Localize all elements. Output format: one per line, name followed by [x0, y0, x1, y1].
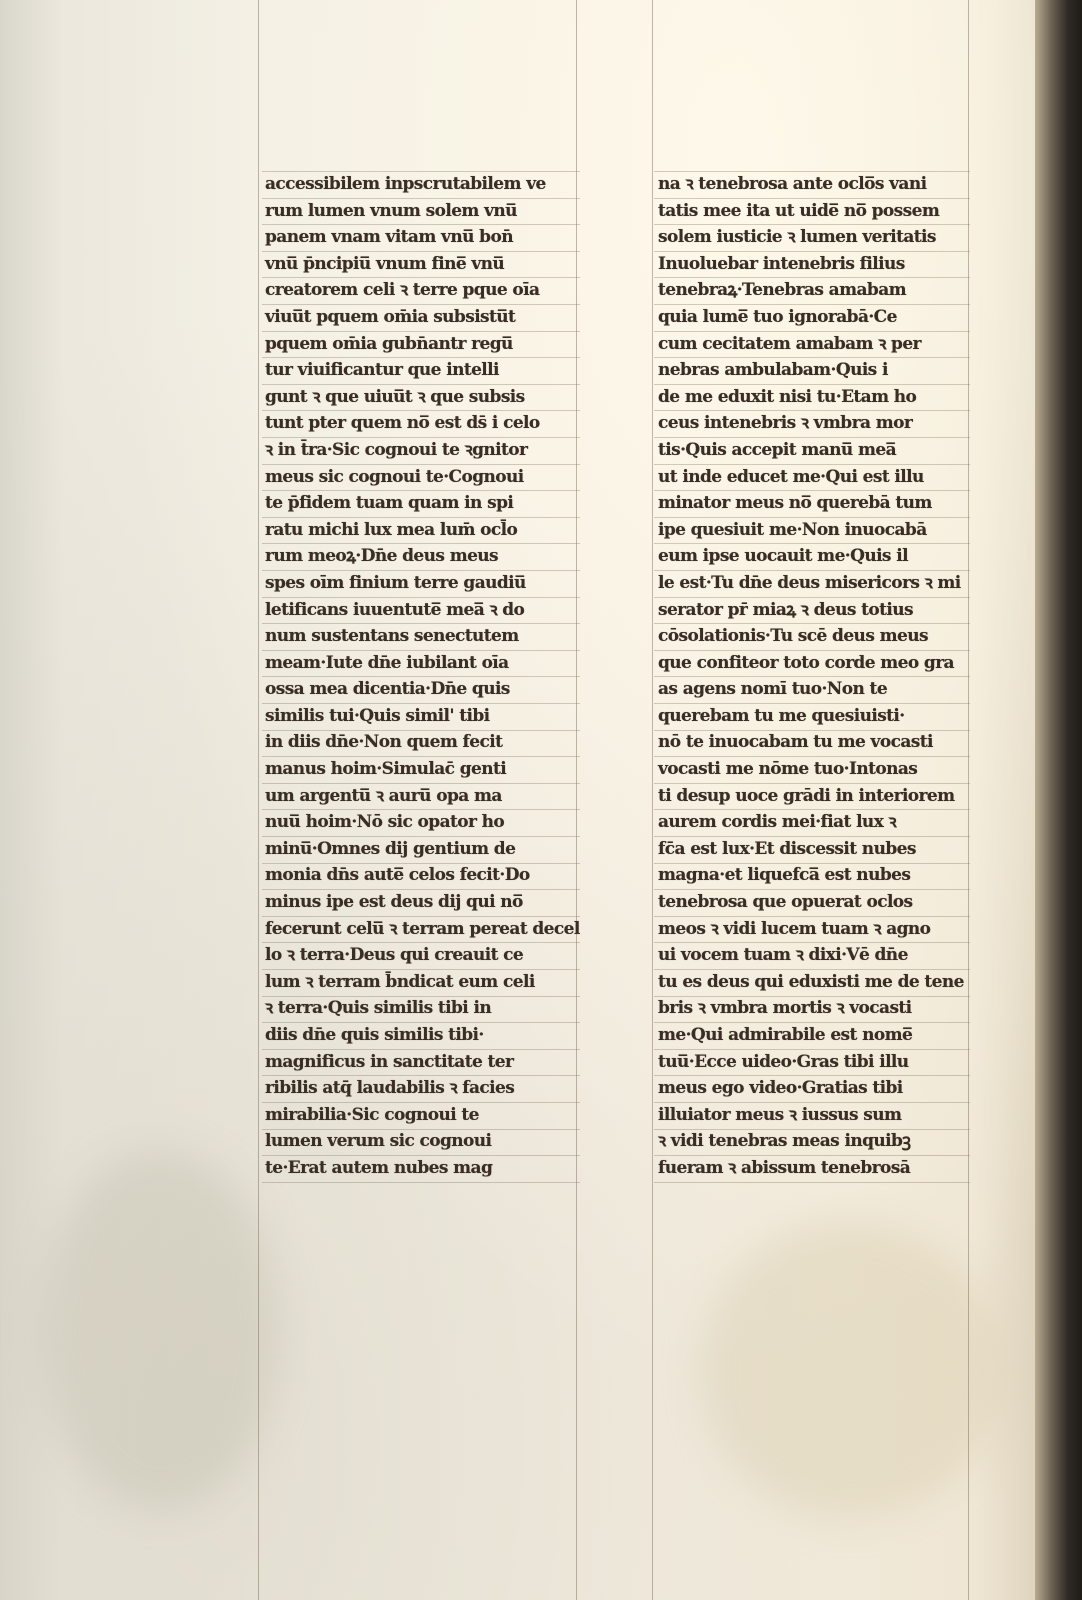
text-line: accessibilem inpscrutabilem ve — [265, 174, 546, 194]
text-line: bris ꝛ vmbra mortis ꝛ vocasti — [658, 998, 912, 1019]
text-line: ipe quesiuit me·Non inuocabā — [658, 519, 927, 540]
text-line: ceus intenebris ꝛ vmbra mor — [658, 413, 913, 434]
text-line: panem vnam vitam vnu̅ bon̄ — [265, 227, 513, 248]
text-line: Inuoluebar intenebris filius — [658, 253, 905, 274]
text-line: ratu michi lux mea lum̄ ocl̄o — [265, 519, 518, 540]
text-line: rum lumen vnum solem vnu̅ — [265, 200, 517, 221]
text-line: minus ipe est deus dij qui no̅ — [265, 892, 523, 913]
parchment-stain — [700, 1220, 1000, 1520]
text-line: manus hoim·Simulac̄ genti — [265, 759, 507, 780]
text-line: tatis mee ita ut uide̅ no̅ possem — [658, 200, 940, 221]
ruling-line-vertical — [258, 0, 259, 1600]
text-line: fueram ꝛ abissum tenebrosā — [658, 1157, 911, 1178]
text-line: solem iusticie ꝛ lumen veritatis — [658, 227, 936, 248]
text-line: serator pr̄ miaꝝ ꝛ deus totius — [658, 599, 913, 620]
text-line: gunt ꝛ que uiuu̅t ꝛ que subsis — [265, 386, 525, 407]
text-line: rum meoꝝ·Dn̄e deus meus — [265, 546, 499, 567]
text-line: fecerunt celu̅ ꝛ terram pereat decel — [265, 918, 580, 939]
text-line: letificans iuuentute̅ mea̅ ꝛ do — [265, 599, 525, 620]
text-line: tunt pter quem no̅ est ds̄ i celo — [265, 413, 540, 434]
text-line: vocasti me nōme tuo·Intonas — [658, 759, 918, 780]
text-line: lum ꝛ terram b̄ndicat eum celi — [265, 971, 535, 992]
text-line: as agens nomī tuo·Non te — [658, 679, 888, 700]
text-line: tis·Quis accepit manu̅ mea̅ — [658, 439, 897, 460]
text-line: que confiteor toto corde meo gra — [658, 652, 954, 673]
text-line: viuu̅t pquem om̄ia subsistu̅t — [265, 306, 516, 327]
text-line: le est·Tu dn̄e deus misericors ꝛ mi — [658, 572, 961, 593]
ruling-line-horizontal — [654, 1182, 970, 1183]
text-line: quia lume̅ tuo ignorabā·Ce — [658, 306, 897, 327]
ruling-line-horizontal — [262, 1182, 580, 1183]
text-line: minu̅·Omnes dij gentium de — [265, 838, 516, 859]
text-line: cōsolationis·Tu scē deus meus — [658, 626, 928, 647]
text-line: na ꝛ tenebrosa ante oclo̅s vani — [658, 174, 927, 194]
text-line: cum cecitatem amabam ꝛ per — [658, 333, 921, 354]
text-line: spes oīm finium terre gaudiu̅ — [265, 572, 526, 593]
text-line: vnu̅ p̄ncipiu̅ vnum fine̅ vnu̅ — [265, 253, 505, 274]
text-line: illuiator meus ꝛ iussus sum — [658, 1104, 902, 1125]
parchment-stain — [40, 1150, 280, 1510]
text-line: in diis dn̄e·Non quem fecit — [265, 732, 503, 753]
text-line: ꝛ vidi tenebras meas inquibꝫ — [658, 1131, 911, 1152]
text-line: meos ꝛ vidi lucem tuam ꝛ agno — [658, 918, 931, 939]
text-line: mirabilia·Sic cognoui te — [265, 1104, 479, 1125]
text-line: magna·et liquefca̅ est nubes — [658, 865, 911, 886]
text-line: de me eduxit nisi tu·Etam ho — [658, 386, 917, 407]
ruling-line-vertical — [652, 0, 653, 1600]
text-line: nuu̅ hoim·Nō sic opator ho — [265, 812, 505, 833]
text-line: tenebraꝝ·Tenebras amabam — [658, 280, 906, 301]
text-line: eum ipse uocauit me·Quis il — [658, 546, 908, 567]
text-line: aurem cordis mei·fiat lux ꝛ — [658, 812, 897, 833]
text-line: nō te inuocabam tu me vocasti — [658, 732, 933, 753]
text-line: me·Qui admirabile est nome̅ — [658, 1025, 913, 1045]
text-line: fc̄a est lux·Et discessit nubes — [658, 838, 916, 859]
text-line: ui vocem tuam ꝛ dixi·Vē dn̄e — [658, 945, 908, 966]
text-column-left — [265, 171, 597, 1182]
text-line: te p̄fidem tuam quam in spi — [265, 493, 514, 514]
text-line: ꝛ terra·Quis similis tibi in — [265, 998, 492, 1019]
text-line: creatorem celi ꝛ terre pque oīa — [265, 280, 540, 301]
text-line: num sustentans senectutem — [265, 626, 519, 647]
text-line: pquem om̄ia gubn̄antr regu̅ — [265, 333, 513, 354]
text-line: um argentu̅ ꝛ auru̅ opa ma — [265, 785, 502, 806]
text-line: ribilis atq̄ laudabilis ꝛ facies — [265, 1078, 515, 1099]
text-line: meam·Iute dn̄e iubilant oīa — [265, 652, 509, 673]
text-line: te·Erat autem nubes mag — [265, 1157, 493, 1178]
text-line: ti desup uoce grādi in interiorem — [658, 785, 955, 806]
text-line: tur viuificantur que intelli — [265, 360, 499, 381]
text-line: ut inde educet me·Qui est illu — [658, 466, 924, 487]
text-line: ꝛ in t̄ra·Sic cognoui te ꝛgnitor — [265, 439, 528, 460]
text-line: similis tui·Quis simil' tibi — [265, 705, 490, 726]
text-line: diis dn̄e quis similis tibi· — [265, 1025, 484, 1045]
text-line: querebam tu me quesiuisti· — [658, 705, 905, 726]
text-line: meus sic cognoui te·Cognoui — [265, 466, 524, 487]
text-column-right — [658, 171, 988, 1182]
text-line: minator meus no̅ querebā tum — [658, 493, 932, 514]
text-line: lo ꝛ terra·Deus qui creauit ce — [265, 945, 524, 966]
text-line: magnificus in sanctitate ter — [265, 1051, 514, 1072]
text-line: tuu̅·Ecce uideo·Gras tibi illu — [658, 1051, 909, 1072]
binding-gutter — [1035, 0, 1082, 1600]
text-line: lumen verum sic cognoui — [265, 1131, 492, 1152]
text-line: tu es deus qui eduxisti me de tene — [658, 971, 964, 992]
text-line: ossa mea dicentia·Dn̄e quis — [265, 679, 510, 700]
text-line: nebras ambulabam·Quis i — [658, 360, 888, 381]
text-line: meus ego video·Gratias tibi — [658, 1078, 903, 1099]
text-line: monia dn̄s aute̅ celos fecit·Do — [265, 865, 530, 886]
text-line: tenebrosa que opuerat oclos — [658, 892, 913, 913]
